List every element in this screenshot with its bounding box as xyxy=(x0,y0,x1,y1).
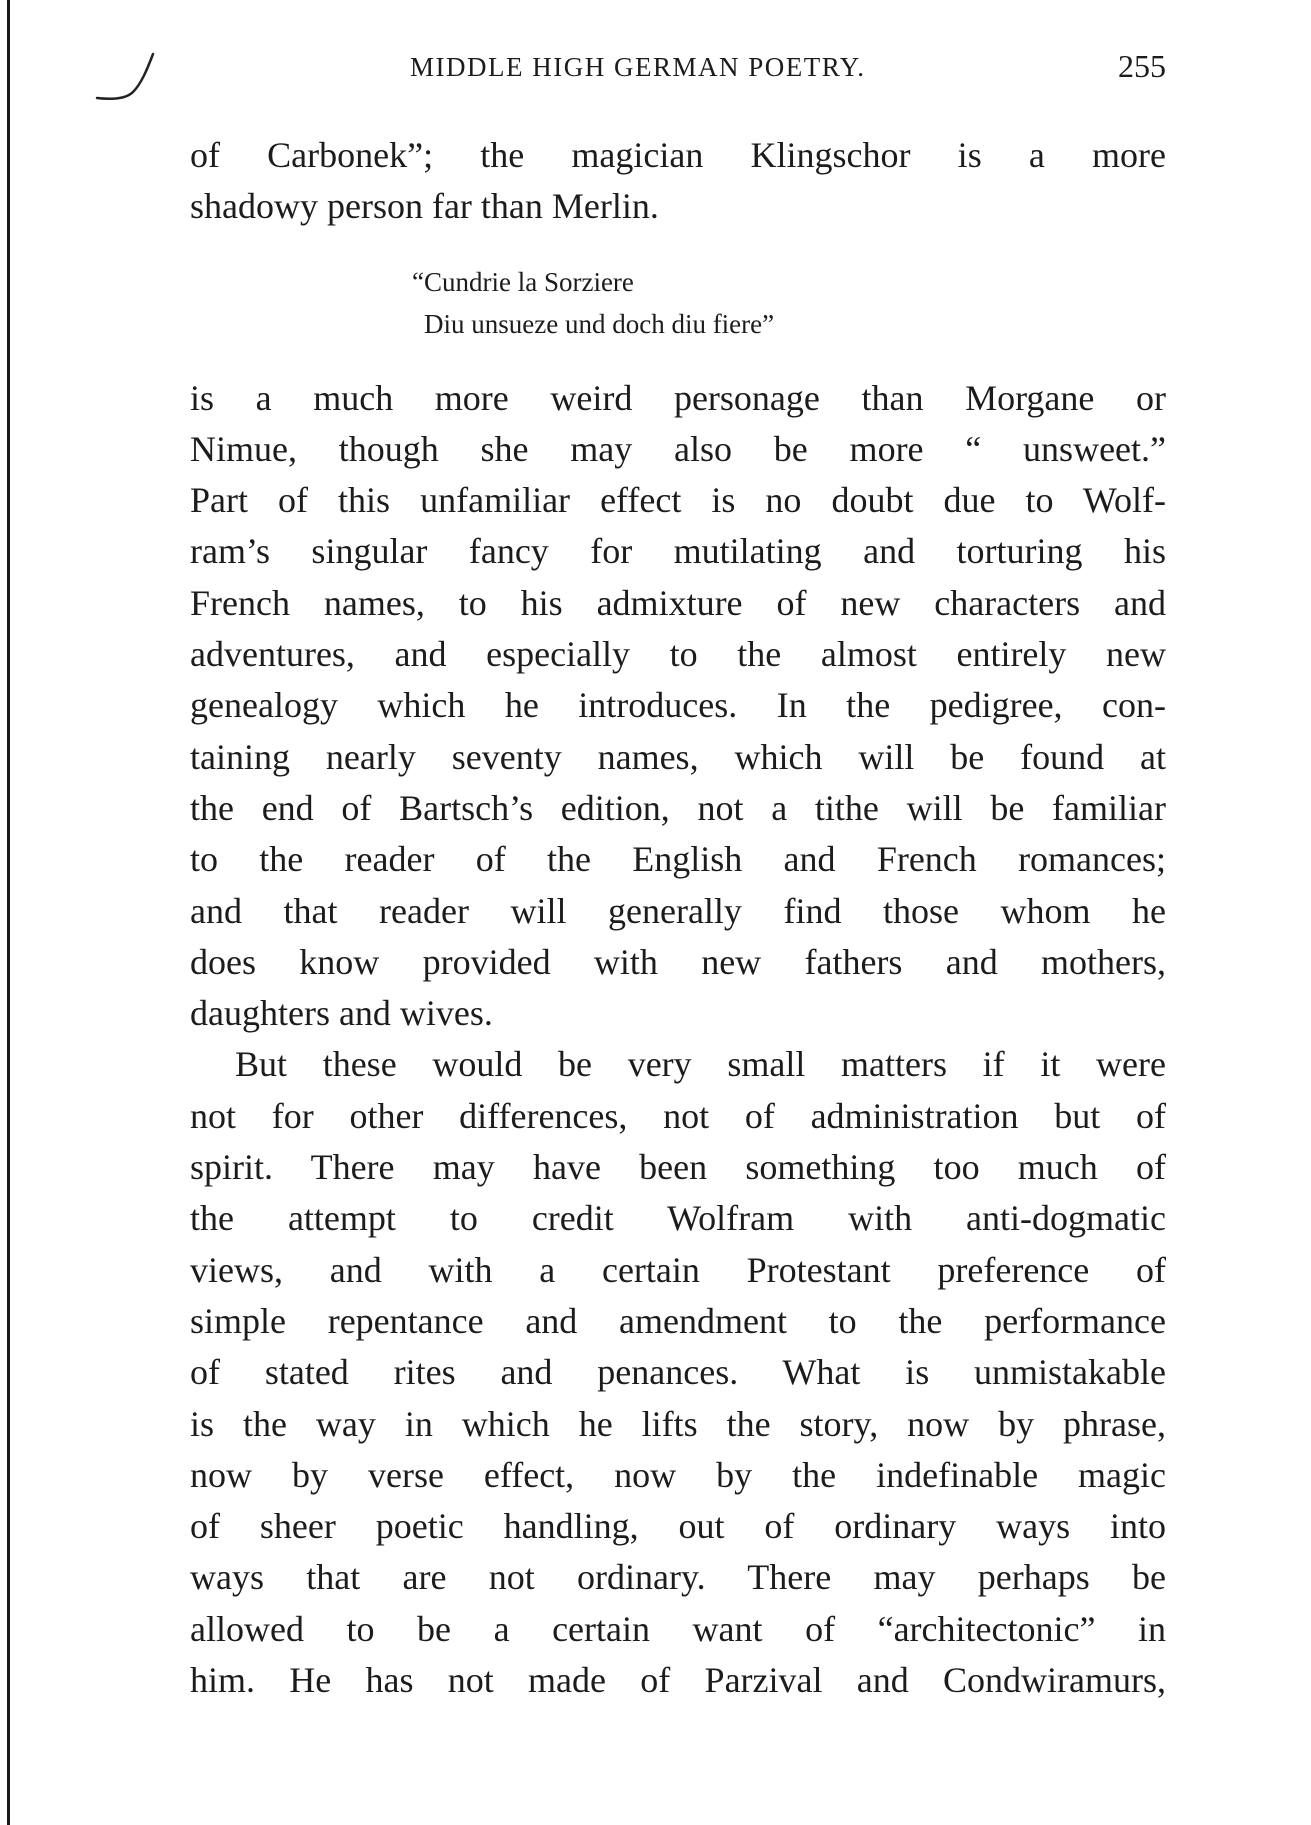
text-line: But these would be very small matters if it were xyxy=(235,1044,1166,1085)
text-line: Part of this unfamiliar effect is no doubt due to Wolf- xyxy=(190,480,1166,521)
text-line: of sheer poetic handling, out of ordinary ways into xyxy=(190,1506,1166,1547)
text-line: ram’s singular fancy for mutilating and torturing his xyxy=(190,531,1166,572)
text-line: of Carbonek”; the magician Klingschor is a more xyxy=(190,135,1166,175)
text-line: him. He has not made of Parzival and Condwiramurs, xyxy=(190,1660,1166,1701)
body-text xyxy=(190,130,1166,1706)
text-line: adventures, and especially to the almost entirely new xyxy=(190,634,1166,675)
text-line: genealogy which he introduces. In the pedigree, con- xyxy=(190,685,1166,726)
text-line: is a much more weird personage than Morgane or xyxy=(190,377,1166,418)
text-line: of stated rites and penances. What is unmistakable xyxy=(190,1352,1166,1393)
quotation-line: “Cundrie la Sorziere xyxy=(412,266,634,297)
text-line: the attempt to credit Wolfram with anti-dogmatic xyxy=(190,1198,1166,1239)
text-line: ways that are not ordinary. There may perhaps be xyxy=(190,1557,1166,1598)
paragraph xyxy=(190,1039,1166,1706)
running-title: MIDDLE HIGH GERMAN POETRY. xyxy=(410,52,866,82)
text-line: does know provided with new fathers and mothers, xyxy=(190,941,1166,982)
running-head xyxy=(190,48,1166,92)
text-line: views, and with a certain Protestant preference of xyxy=(190,1249,1166,1290)
text-line: French names, to his admixture of new characters and xyxy=(190,582,1166,623)
text-line: daughters and wives. xyxy=(190,993,493,1034)
text-line: the end of Bartsch’s edition, not a tithe will be familiar xyxy=(190,787,1166,828)
text-line: taining nearly seventy names, which will be found at xyxy=(190,736,1166,777)
text-line: now by verse effect, now by the indefinable magic xyxy=(190,1454,1166,1495)
page-number: 255 xyxy=(1118,48,1166,84)
text-line: allowed to be a certain want of “architectonic” in xyxy=(190,1608,1166,1649)
verse-quotation xyxy=(412,261,1166,345)
paragraph xyxy=(190,373,1166,1040)
text-line: spirit. There may have been something too much of xyxy=(190,1147,1166,1188)
text-line: not for other differences, not of administration but of xyxy=(190,1095,1166,1136)
text-line: to the reader of the English and French romances; xyxy=(190,839,1166,880)
text-line: and that reader will generally find those whom he xyxy=(190,890,1166,931)
quotation-line: Diu unsueze und doch diu fiere” xyxy=(424,308,775,339)
text-line: shadowy person far than Merlin. xyxy=(190,186,659,227)
text-line: simple repentance and amendment to the performance xyxy=(190,1300,1166,1341)
pencil-check-mark xyxy=(95,52,175,112)
binding-edge-shadow xyxy=(7,0,10,1825)
text-line: Nimue, though she may also be more “ unsweet.” xyxy=(190,428,1166,469)
text-line: is the way in which he lifts the story, now by phrase, xyxy=(190,1403,1166,1444)
